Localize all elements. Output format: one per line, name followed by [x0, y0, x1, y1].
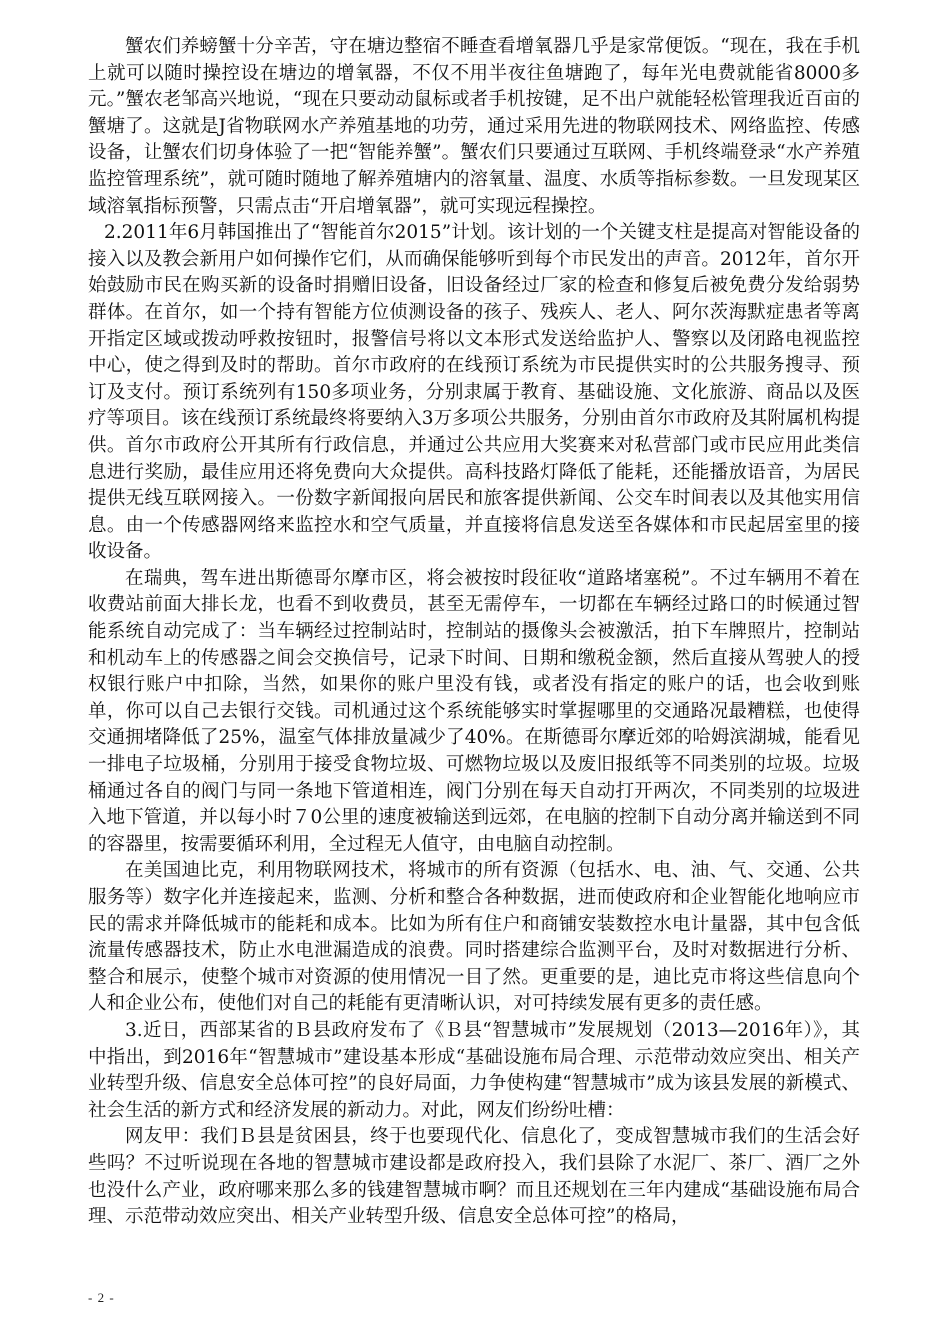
paragraph-b-county-plan: 3.近日，西部某省的Ｂ县政府发布了《Ｂ县“智慧城市”发展规划（2013—2016年）》，其中指出，到2016年“智慧城市”建设基本形成“基础设施布局合理、示范带动效应突出、相关产业转型升级、信息安全总体可控”的良好局面，力争使构建“智慧城市”成为该县发展的新模式、社会生活的新方式和经济发展的新动力。对此，网友们纷纷吐槽：	[88, 1019, 860, 1121]
paragraph-netizen-a: 网友甲：我们Ｂ县是贫困县，终于也要现代化、信息化了，变成智慧城市我们的生活会好些吗？不过听说现在各地的智慧城市建设都是政府投入，我们县除了水泥厂、茶厂、酒厂之外也没什么产业，政府哪来那么多的钱建智慧城市啊？而且还规划在三年内建成“基础设施布局合理、示范带动效应突出、相关产业转型升级、信息安全总体可控”的格局，	[88, 1126, 860, 1228]
paragraph-dubuque: 在美国迪比克，利用物联网技术，将城市的所有资源（包括水、电、油、气、交通、公共服务等）数字化并连接起来，监测、分析和整合各种数据，进而使政府和企业智能化地响应市民的需求并降低城市的能耗和成本。比如为所有住户和商铺安装数控水电计量器，其中包含低流量传感器技术，防止水电泄漏造成的浪费。同时搭建综合监测平台，及时对数据进行分析、整合和展示，使整个城市对资源的使用情况一目了然。更重要的是，迪比克市将这些信息向个人和企业公布，使他们对自己的耗能有更清晰认识，对可持续发展有更多的责任感。	[88, 860, 860, 1015]
paragraph-smart-seoul: 2.2011年6月韩国推出了“智能首尔2015”计划。该计划的一个关键支柱是提高对智能设备的接入以及教会新用户如何操作它们，从而确保能够听到每个市民发出的声音。2012年，首尔开始鼓励市民在购买新的设备时捐赠旧设备，旧设备经过厂家的检查和修复后被免费分发给弱势群体。在首尔，如一个持有智能方位侦测设备的孩子、残疾人、老人、阿尔茨海默症患者等离开指定区域或拨动呼救按钮时，报警信号将以文本形式发送给监护人、警察以及闭路电视监控中心，使之得到及时的帮助。首尔市政府的在线预订系统为市民提供实时的公共服务搜寻、预订及支付。预订系统列有150多项业务，分别隶属于教育、基础设施、文化旅游、商品以及医疗等项目。该在线预订系统最终将要纳入3万多项公共服务，分别由首尔市政府及其附属机构提供。首尔市政府公开其所有行政信息，并通过公共应用大奖赛来对私营部门或市民应用此类信息进行奖励，最佳应用还将免费向大众提供。高科技路灯降低了能耗，还能播放语音，为居民提供无线互联网接入。一份数字新闻报向居民和旅客提供新闻、公交车时间表以及其他实用信息。由一个传感器网络来监控水和空气质量，并直接将信息发送至各媒体和市民起居室里的接收设备。	[88, 222, 860, 563]
document-body	[88, 34, 860, 1231]
page-number: - 2 -	[88, 1290, 115, 1305]
paragraph-stockholm: 在瑞典，驾车进出斯德哥尔摩市区，将会被按时段征收“道路堵塞税”。不过车辆用不着在收费站前面大排长龙，也看不到收费员，甚至无需停车，一切都在车辆经过路口的时候通过智能系统自动完成了：当车辆经过控制站时，控制站的摄像头会被激活，拍下车牌照片，控制站和机动车上的传感器之间会交换信号，记录下时间、日期和缴税金额，然后直接从驾驶人的授权银行账户中扣除，当然，如果你的账户里没有钱，或者没有指定的账户的话，也会收到账单，你可以自己去银行交钱。司机通过这个系统能够实时掌握哪里的交通路况最糟糕，也使得交通拥堵降低了25%，温室气体排放量减少了40%。在斯德哥尔摩近郊的哈姆滨湖城，能看见一排电子垃圾桶，分别用于接受食物垃圾、可燃物垃圾以及废旧报纸等不同类别的垃圾。垃圾桶通过各自的阀门与同一条地下管道相连，阀门分别在每天自动打开两次，不同类别的垃圾进入地下管道，并以每小时７0公里的速度被输送到远郊，在电脑的控制下自动分离并输送到不同的容器里，按需要循环利用，全过程无人值守，由电脑自动控制。	[88, 567, 860, 855]
paragraph-crab-farming: 蟹农们养螃蟹十分辛苦，守在塘边整宿不睡查看增氧器几乎是家常便饭。“现在，我在手机上就可以随时操控设在塘边的增氧器，不仅不用半夜往鱼塘跑了，每年光电费就能省8000多元。”蟹农老邹高兴地说，“现在只要动动鼠标或者手机按键，足不出户就能轻松管理我近百亩的蟹塘了。这就是J省物联网水产养殖基地的功劳，通过采用先进的物联网技术、网络监控、传感设备，让蟹农们切身体验了一把“智能养蟹”。蟹农们只要通过互联网、手机终端登录“水产养殖监控管理系统”，就可随时随地了解养殖塘内的溶氧量、温度、水质等指标参数。一旦发现某区域溶氧指标预警，只需点击“开启增氧器”，就可实现远程操控。	[88, 36, 860, 217]
